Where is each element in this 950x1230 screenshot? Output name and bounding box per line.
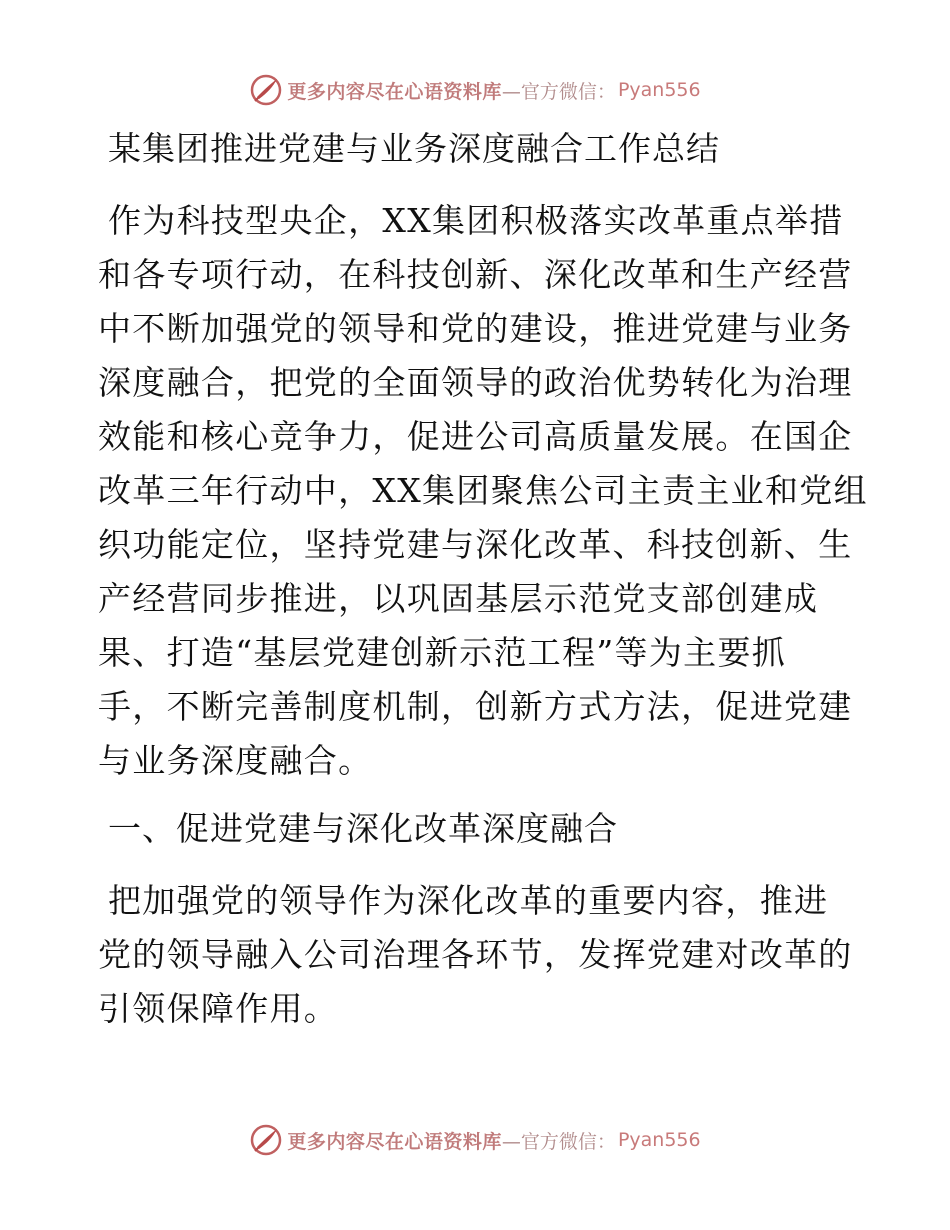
paragraph-line: 效能和核心竞争力，促进公司高质量发展。在国企 [98, 417, 853, 456]
paragraph-line: 和各专项行动，在科技创新、深化改革和生产经营 [98, 255, 853, 294]
paragraph-line: 产经营同步推进，以巩固基层示范党支部创建成 [98, 579, 819, 618]
paragraph-line: 织功能定位，坚持党建与深化改革、科技创新、生 [98, 525, 853, 564]
header-watermark-banner [0, 70, 950, 110]
banner-text: 更多内容尽在心语资料库 [287, 1130, 502, 1153]
banner-wechat-id: Pyan556 [617, 1129, 701, 1151]
banner-wechat-label: —官方微信： [501, 1130, 616, 1153]
paragraph-line: 果、打造“基层党建创新示范工程”等为主要抓 [98, 633, 787, 672]
quill-logo-icon [249, 73, 283, 107]
banner-text: 更多内容尽在心语资料库 [287, 80, 502, 103]
paragraph-line: 改革三年行动中，XX集团聚焦公司主责主业和党组 [98, 471, 868, 510]
paragraph-section-1 [98, 874, 858, 1036]
footer-watermark-banner [0, 1120, 950, 1160]
banner-wechat-id: Pyan556 [617, 79, 701, 101]
paragraph-line: 中不断加强党的领导和党的建设，推进党建与业务 [98, 309, 853, 348]
paragraph-line: 作为科技型央企，XX集团积极落实改革重点举措 [108, 201, 844, 240]
paragraph-line: 引领保障作用。 [98, 989, 339, 1028]
section-heading-1: 一、促进党建与深化改革深度融合 [108, 809, 618, 848]
paragraph-line: 与业务深度融合。 [98, 741, 373, 780]
paragraph-intro [98, 194, 868, 788]
paragraph-line: 把加强党的领导作为深化改革的重要内容，推进 [108, 881, 829, 920]
banner-wechat-label: —官方微信： [501, 80, 616, 103]
document-body [98, 122, 868, 1050]
document-title: 某集团推进党建与业务深度融合工作总结 [108, 129, 720, 168]
paragraph-line: 党的领导融入公司治理各环节，发挥党建对改革的 [98, 935, 853, 974]
paragraph-line: 深度融合，把党的全面领导的政治优势转化为治理 [98, 363, 853, 402]
paragraph-line: 手，不断完善制度机制，创新方式方法，促进党建 [98, 687, 853, 726]
quill-logo-icon [249, 1123, 283, 1157]
